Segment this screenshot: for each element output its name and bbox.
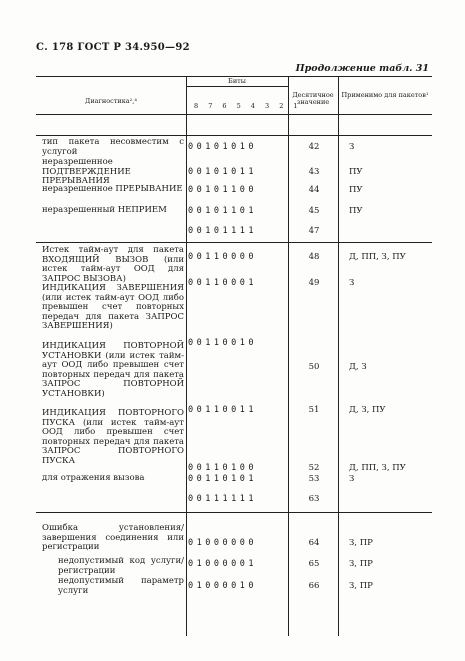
applies-cell: З xyxy=(349,278,355,288)
page-header-left: С. 178 ГОСТ Р 34.950—92 xyxy=(36,42,190,53)
bits-cell: 00101100 xyxy=(188,185,257,195)
applies-cell: ПУ xyxy=(349,167,363,177)
bits-header-rule xyxy=(186,86,288,87)
diagnostic-cell: ИНДИКАЦИЯ ПОВТОРНОГО ПУСКА (или истек тайм-аут ООД либо превышен счет повторных передач для пакета ЗАПРОС ПОВТОРНОГО ПУСКА xyxy=(42,408,184,466)
applies-cell: З, ПР xyxy=(349,538,373,548)
diagnostic-cell: Ошибка установления/завершения соединения или регистрации xyxy=(42,523,184,552)
header-diagnostic: Диагностика²,⁴ xyxy=(85,97,137,105)
applies-cell: З, ПР xyxy=(349,559,373,569)
header-bottom-rule xyxy=(36,114,432,115)
column-divider xyxy=(186,76,187,636)
applies-cell: ПУ xyxy=(349,206,363,216)
diagnostic-cell: неразрешенное ПРЕРЫВАНИЕ xyxy=(42,184,183,194)
decimal-cell: 47 xyxy=(308,226,320,236)
diagnostic-cell: недопустимый код услуги/регистрации xyxy=(58,556,184,576)
header-bit-numbers: 8 7 6 5 4 3 2 1 xyxy=(194,102,302,110)
bits-cell: 01000010 xyxy=(188,581,257,591)
decimal-cell: 66 xyxy=(308,581,320,591)
header-applies: Применимо для пакетов¹ xyxy=(341,91,429,99)
applies-cell: Д, ПП, З, ПУ xyxy=(349,252,406,262)
decimal-cell: 51 xyxy=(308,405,320,415)
decimal-cell: 53 xyxy=(308,474,320,484)
decimal-cell: 48 xyxy=(308,252,320,262)
bits-cell: 00110011 xyxy=(188,405,257,415)
applies-cell: ПУ xyxy=(349,185,363,195)
bits-cell: 00101111 xyxy=(188,226,257,236)
bits-cell: 00101101 xyxy=(188,206,257,216)
header-decimal: Десятичное значение xyxy=(292,91,334,106)
bits-cell: 00110000 xyxy=(188,252,257,262)
decimal-cell: 42 xyxy=(308,142,320,152)
diagnostic-cell: ИНДИКАЦИЯ ЗАВЕРШЕНИЯ (или истек тайм-аут ООД либо превышен счет повторных передач для пакета ЗАПРОС ЗАВЕРШЕНИЯ) xyxy=(42,283,184,331)
applies-cell: Д, ПП, З, ПУ xyxy=(349,463,406,473)
bits-cell: 00110100 xyxy=(188,463,257,473)
applies-cell: Д, З, ПУ xyxy=(349,405,386,415)
diagnostic-cell: неразрешенный НЕПРИЕМ xyxy=(42,205,167,215)
group-rule xyxy=(36,135,432,136)
bits-cell: 00110101 xyxy=(188,474,257,484)
group-rule xyxy=(36,512,432,513)
applies-cell: З xyxy=(349,474,355,484)
decimal-cell: 49 xyxy=(308,278,320,288)
bits-cell: 00101010 xyxy=(188,142,257,152)
decimal-cell: 65 xyxy=(308,559,320,569)
applies-cell: З, ПР xyxy=(349,581,373,591)
diagnostic-cell: Истек тайм-аут для пакета ВХОДЯЩИЙ ВЫЗОВ (или истек тайм-аут ООД для ЗАПРОС ВЫЗОВА) xyxy=(42,245,184,284)
bits-cell: 00101011 xyxy=(188,167,257,177)
diagnostic-cell: для отражения вызова xyxy=(42,473,145,483)
bits-cell: 00110010 xyxy=(188,338,257,348)
diagnostic-cell: ИНДИКАЦИЯ ПОВТОРНОЙ УСТАНОВКИ (или истек тайм-аут ООД либо превышен счет повторных передач для пакета ЗАПРОС ПОВТОРНОЙ УСТАНОВКИ) xyxy=(42,341,184,399)
applies-cell: Д, З xyxy=(349,362,367,372)
column-divider xyxy=(288,76,289,636)
group-rule xyxy=(36,242,432,243)
decimal-cell: 63 xyxy=(308,494,320,504)
decimal-cell: 50 xyxy=(308,362,320,372)
bits-cell: 01000001 xyxy=(188,559,257,569)
decimal-cell: 64 xyxy=(308,538,320,548)
diagnostic-cell: неразрешенное ПОДТВЕРЖДЕНИЕ ПРЕРЫВАНИЯ xyxy=(42,157,131,186)
diagnostics-table xyxy=(36,76,432,636)
bits-cell: 00111111 xyxy=(188,494,257,504)
table-continuation-title: Продолжение табл. 31 xyxy=(295,63,429,74)
decimal-cell: 45 xyxy=(308,206,320,216)
bits-cell: 01000000 xyxy=(188,538,257,548)
bits-cell: 00110001 xyxy=(188,278,257,288)
header-bits: Биты xyxy=(228,77,246,85)
decimal-cell: 43 xyxy=(308,167,320,177)
diagnostic-cell: тип пакета несовместим с услугой xyxy=(42,137,184,157)
diagnostic-cell: недопустимый параметр услуги xyxy=(58,576,184,596)
decimal-cell: 44 xyxy=(308,185,320,195)
decimal-cell: 52 xyxy=(308,463,320,473)
applies-cell: З xyxy=(349,142,355,152)
column-divider xyxy=(338,76,339,636)
